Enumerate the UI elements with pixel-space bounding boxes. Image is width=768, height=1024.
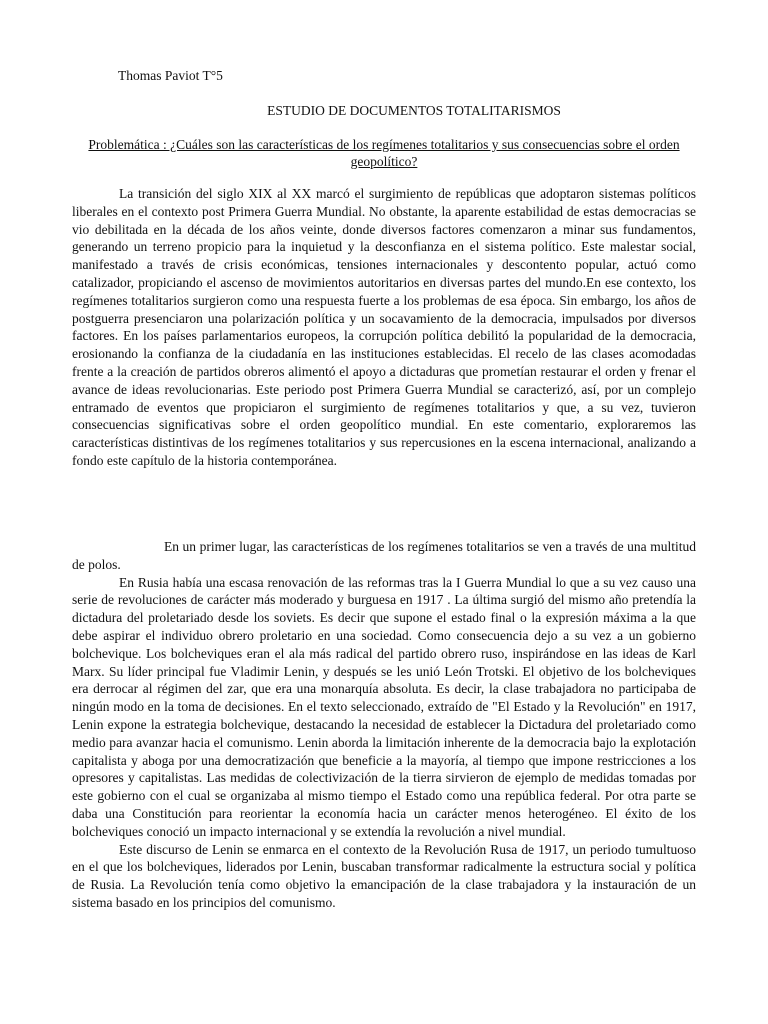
document-title: ESTUDIO DE DOCUMENTOS TOTALITARISMOS — [267, 103, 561, 118]
introduction-section — [72, 185, 696, 470]
intro-paragraph: La transición del siglo XIX al XX marcó el surgimiento de repúblicas que adoptaron sistemas políticos liberales en el contexto post Primera Guerra Mundial. No obstante, la aparente estabilidad de estas democracias se vio debilitada en la década de los años veinte, donde diversos factores comenzaron a minar sus fundamentos, generando un terreno propicio para la inquietud y la desconfianza en el sistema político. Este malestar social, manifestado a través de crisis económicas, tensiones internacionales y descontento popular, actuó como catalizador, propiciando el ascenso de movimientos autoritarios en diversas partes del mundo.En ese contexto, los regímenes totalitarios surgieron como una respuesta fuerte a los problemas de esa época. Sin embargo, los años de postguerra presenciaron una polarización política y un socavamiento de la democracia, impulsados por diversos factores. En los países parlamentarios europeos, la corrupción política debilitó la popularidad de la democracia, erosionando la confianza de la ciudadanía en las instituciones establecidas. El recelo de las clases acomodadas frente a la creación de partidos obreros alimentó el apoyo a dictaduras que prometían restaurar el orden y frenar el avance de ideas revolucionarias. Este periodo post Primera Guerra Mundial se caracterizó, así, por un complejo entramado de eventos que propiciaron el surgimiento de regímenes totalitarios y que, a su vez, tuvieron consecuencias significativas sobre el orden geopolítico mundial. En este comentario, exploraremos las características distintivas de los regímenes totalitarios y sus repercusiones en la escena internacional, analizando a fondo este capítulo de la historia contemporánea. — [72, 186, 696, 468]
problem-statement: Problemática : ¿Cuáles son las características de los regímenes totalitarios y sus consecuencias sobre el orden geopolítico? — [88, 137, 680, 169]
russia-paragraph: En Rusia había una escasa renovación de las reformas tras la I Guerra Mundial lo que a su vez causo una serie de revoluciones de carácter más moderado y burguesa en 1917 . La última surgió del mismo año pretendía la dictadura del proletariado desde los soviets. Es decir que supone el estado final o la expresión máxima a la que debe aspirar el individuo obrero proletario en una sociedad. Como consecuencia dejo a su vez a un gobierno bolchevique. Los bolcheviques eran el ala más radical del partido obrero ruso, inspirándose en las ideas de Karl Marx. Su líder principal fue Vladimir Lenin, y después se les unió León Trotski. El objetivo de los bolcheviques era derrocar al régimen del zar, que era una monarquía absoluta. Es decir, la clase trabajadora no participaba de ningún modo en la toma de decisiones. En el texto seleccionado, extraído de "El Estado y la Revolución" en 1917, Lenin expone la estrategia bolchevique, destacando la necesidad de establecer la Dictadura del proletariado como medio para avanzar hacia el comunismo. Lenin aborda la limitación inherente de la democracia bajo la explotación capitalista y aboga por una democratización que beneficie a la mayoría, al tiempo que impone restricciones a los opresores y capitalistas. Las medidas de colectivización de la tierra sirvieron de ejemplo de medidas tomadas por este gobierno con el cual se organizaba al mismo tiempo el Estado como una república federal. Por otra parte se daba una Constitución para reorientar la economía hacia un carácter menos heterogéneo. El éxito de los bolcheviques conoció un impacto internacional y se extendía la revolución a nivel mundial. — [72, 574, 696, 839]
author-line: Thomas Paviot T°5 — [118, 68, 223, 83]
first-section — [72, 538, 696, 912]
section-lead-paragraph: En un primer lugar, las características de los regímenes totalitarios se ven a través de una multitud de polos. — [72, 539, 696, 572]
lenin-context-paragraph: Este discurso de Lenin se enmarca en el contexto de la Revolución Rusa de 1917, un periodo tumultuoso en el que los bolcheviques, liderados por Lenin, buscaban transformar radicalmente la estructura social y política de Rusia. La Revolución tenía como objetivo la emancipación de la clase trabajadora y la instauración de un sistema basado en los principios del comunismo. — [72, 841, 696, 910]
